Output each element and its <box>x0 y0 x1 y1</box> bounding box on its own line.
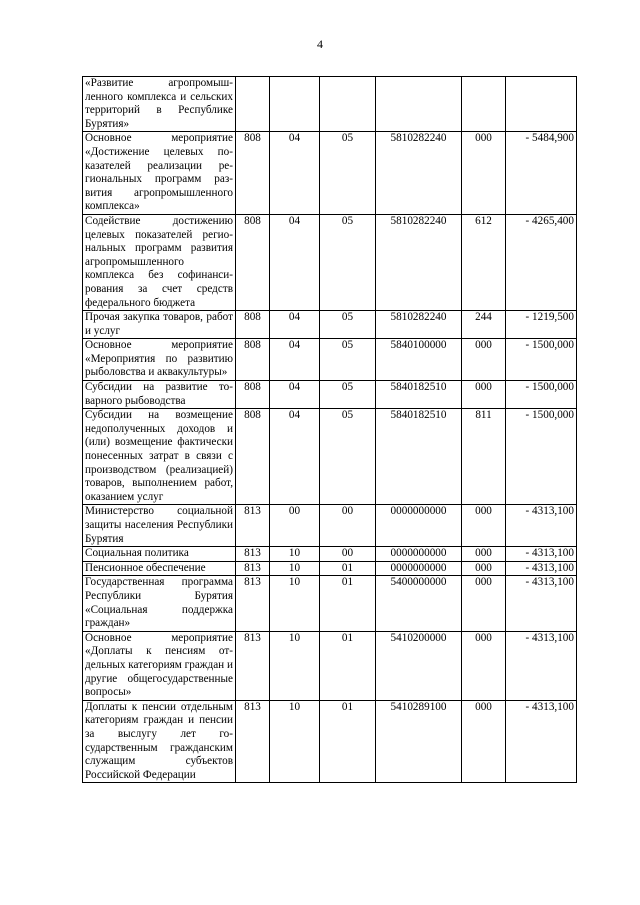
target-article-cell: 5840182510 <box>376 381 462 409</box>
ministry-code-cell: 808 <box>236 132 270 215</box>
table-row <box>83 311 577 339</box>
section-code-cell: 10 <box>270 631 320 700</box>
section-code-cell: 04 <box>270 311 320 339</box>
expense-type-cell: 000 <box>462 505 506 547</box>
section-code-cell: 04 <box>270 381 320 409</box>
section-code-cell: 04 <box>270 132 320 215</box>
table-row <box>83 547 577 562</box>
subsection-code-cell: 05 <box>320 381 376 409</box>
amount-cell: - 1500,000 <box>506 339 577 381</box>
amount-cell: - 4313,100 <box>506 547 577 562</box>
subsection-code-cell: 05 <box>320 311 376 339</box>
ministry-code-cell: 808 <box>236 214 270 310</box>
target-article-cell: 5410289100 <box>376 700 462 783</box>
section-code-cell: 10 <box>270 561 320 576</box>
subsection-code-cell: 01 <box>320 561 376 576</box>
item-name-cell: Субсидии на развитие товарного рыбоводства <box>83 381 236 409</box>
amount-cell <box>506 77 577 132</box>
target-article-cell: 5810282240 <box>376 132 462 215</box>
section-code-cell: 00 <box>270 505 320 547</box>
expense-type-cell: 811 <box>462 409 506 505</box>
target-article-cell: 0000000000 <box>376 547 462 562</box>
table-row <box>83 77 577 132</box>
ministry-code-cell: 813 <box>236 700 270 783</box>
table-row <box>83 132 577 215</box>
expense-type-cell: 244 <box>462 311 506 339</box>
table-row <box>83 700 577 783</box>
subsection-code-cell <box>320 77 376 132</box>
subsection-code-cell: 05 <box>320 339 376 381</box>
expense-type-cell: 000 <box>462 576 506 631</box>
expense-type-cell: 612 <box>462 214 506 310</box>
amount-cell: - 5484,900 <box>506 132 577 215</box>
target-article-cell <box>376 77 462 132</box>
expense-type-cell: 000 <box>462 631 506 700</box>
table-row <box>83 409 577 505</box>
section-code-cell: 04 <box>270 214 320 310</box>
expense-type-cell: 000 <box>462 547 506 562</box>
amount-cell: - 4313,100 <box>506 700 577 783</box>
amount-cell: - 1219,500 <box>506 311 577 339</box>
target-article-cell: 5810282240 <box>376 311 462 339</box>
ministry-code-cell: 813 <box>236 631 270 700</box>
table-row <box>83 214 577 310</box>
ministry-code-cell: 808 <box>236 311 270 339</box>
item-name-cell: Основное мероприятие «Мероприятия по развитию рыболовства и аквакультуры» <box>83 339 236 381</box>
budget-table <box>82 76 577 783</box>
subsection-code-cell: 05 <box>320 214 376 310</box>
amount-cell: - 4265,400 <box>506 214 577 310</box>
ministry-code-cell: 808 <box>236 381 270 409</box>
subsection-code-cell: 01 <box>320 700 376 783</box>
amount-cell: - 1500,000 <box>506 409 577 505</box>
target-article-cell: 0000000000 <box>376 561 462 576</box>
item-name-cell: Министерство социальной защиты населения Республики Бурятия <box>83 505 236 547</box>
item-name-cell: Прочая закупка товаров, работ и услуг <box>83 311 236 339</box>
table-row <box>83 339 577 381</box>
ministry-code-cell: 813 <box>236 547 270 562</box>
page-number: 4 <box>317 37 323 51</box>
section-code-cell: 10 <box>270 700 320 783</box>
item-name-cell: Пенсионное обеспечение <box>83 561 236 576</box>
section-code-cell: 10 <box>270 547 320 562</box>
item-name-cell: Основное мероприятие «Достижение целевых показателей реализации региональных программ развития агропромышленного комплекса» <box>83 132 236 215</box>
target-article-cell: 5400000000 <box>376 576 462 631</box>
subsection-code-cell: 01 <box>320 631 376 700</box>
table-row <box>83 631 577 700</box>
ministry-code-cell: 808 <box>236 409 270 505</box>
target-article-cell: 5840182510 <box>376 409 462 505</box>
item-name-cell: Социальная политика <box>83 547 236 562</box>
item-name-cell: Основное мероприятие «Доплаты к пенсиям отдельных категориям граждан и другие общегосударственные вопросы» <box>83 631 236 700</box>
amount-cell: - 1500,000 <box>506 381 577 409</box>
item-name-cell: Субсидии на возмещение недополученных доходов и (или) возмещение фактически понесенных затрат в связи с производством (реализацией) товаров, выполнением работ, оказанием услуг <box>83 409 236 505</box>
expense-type-cell: 000 <box>462 561 506 576</box>
subsection-code-cell: 01 <box>320 576 376 631</box>
amount-cell: - 4313,100 <box>506 505 577 547</box>
target-article-cell: 0000000000 <box>376 505 462 547</box>
ministry-code-cell <box>236 77 270 132</box>
ministry-code-cell: 813 <box>236 576 270 631</box>
amount-cell: - 4313,100 <box>506 576 577 631</box>
table-row <box>83 561 577 576</box>
target-article-cell: 5410200000 <box>376 631 462 700</box>
ministry-code-cell: 808 <box>236 339 270 381</box>
subsection-code-cell: 05 <box>320 132 376 215</box>
item-name-cell: Доплаты к пенсии отдельным категориям граждан и пенсии за выслугу лет государственным гражданским служащим субъектов Российской Федерации <box>83 700 236 783</box>
section-code-cell: 10 <box>270 576 320 631</box>
amount-cell: - 4313,100 <box>506 561 577 576</box>
expense-type-cell: 000 <box>462 700 506 783</box>
ministry-code-cell: 813 <box>236 561 270 576</box>
section-code-cell: 04 <box>270 339 320 381</box>
budget-table-body <box>83 77 577 783</box>
section-code-cell: 04 <box>270 409 320 505</box>
subsection-code-cell: 00 <box>320 505 376 547</box>
expense-type-cell: 000 <box>462 132 506 215</box>
subsection-code-cell: 05 <box>320 409 376 505</box>
target-article-cell: 5840100000 <box>376 339 462 381</box>
ministry-code-cell: 813 <box>236 505 270 547</box>
expense-type-cell: 000 <box>462 339 506 381</box>
subsection-code-cell: 00 <box>320 547 376 562</box>
item-name-cell: «Развитие агропромышленного комплекса и сельских территорий в Республике Бурятия» <box>83 77 236 132</box>
expense-type-cell: 000 <box>462 381 506 409</box>
table-row <box>83 576 577 631</box>
table-row <box>83 381 577 409</box>
amount-cell: - 4313,100 <box>506 631 577 700</box>
section-code-cell <box>270 77 320 132</box>
expense-type-cell <box>462 77 506 132</box>
target-article-cell: 5810282240 <box>376 214 462 310</box>
table-row <box>83 505 577 547</box>
item-name-cell: Содействие достижению целевых показателей региональных программ развития агропромышленного комплекса без софинансирования за счет средств федерального бюджета <box>83 214 236 310</box>
item-name-cell: Государственная программа Республики Бурятия «Социальная поддержка граждан» <box>83 576 236 631</box>
